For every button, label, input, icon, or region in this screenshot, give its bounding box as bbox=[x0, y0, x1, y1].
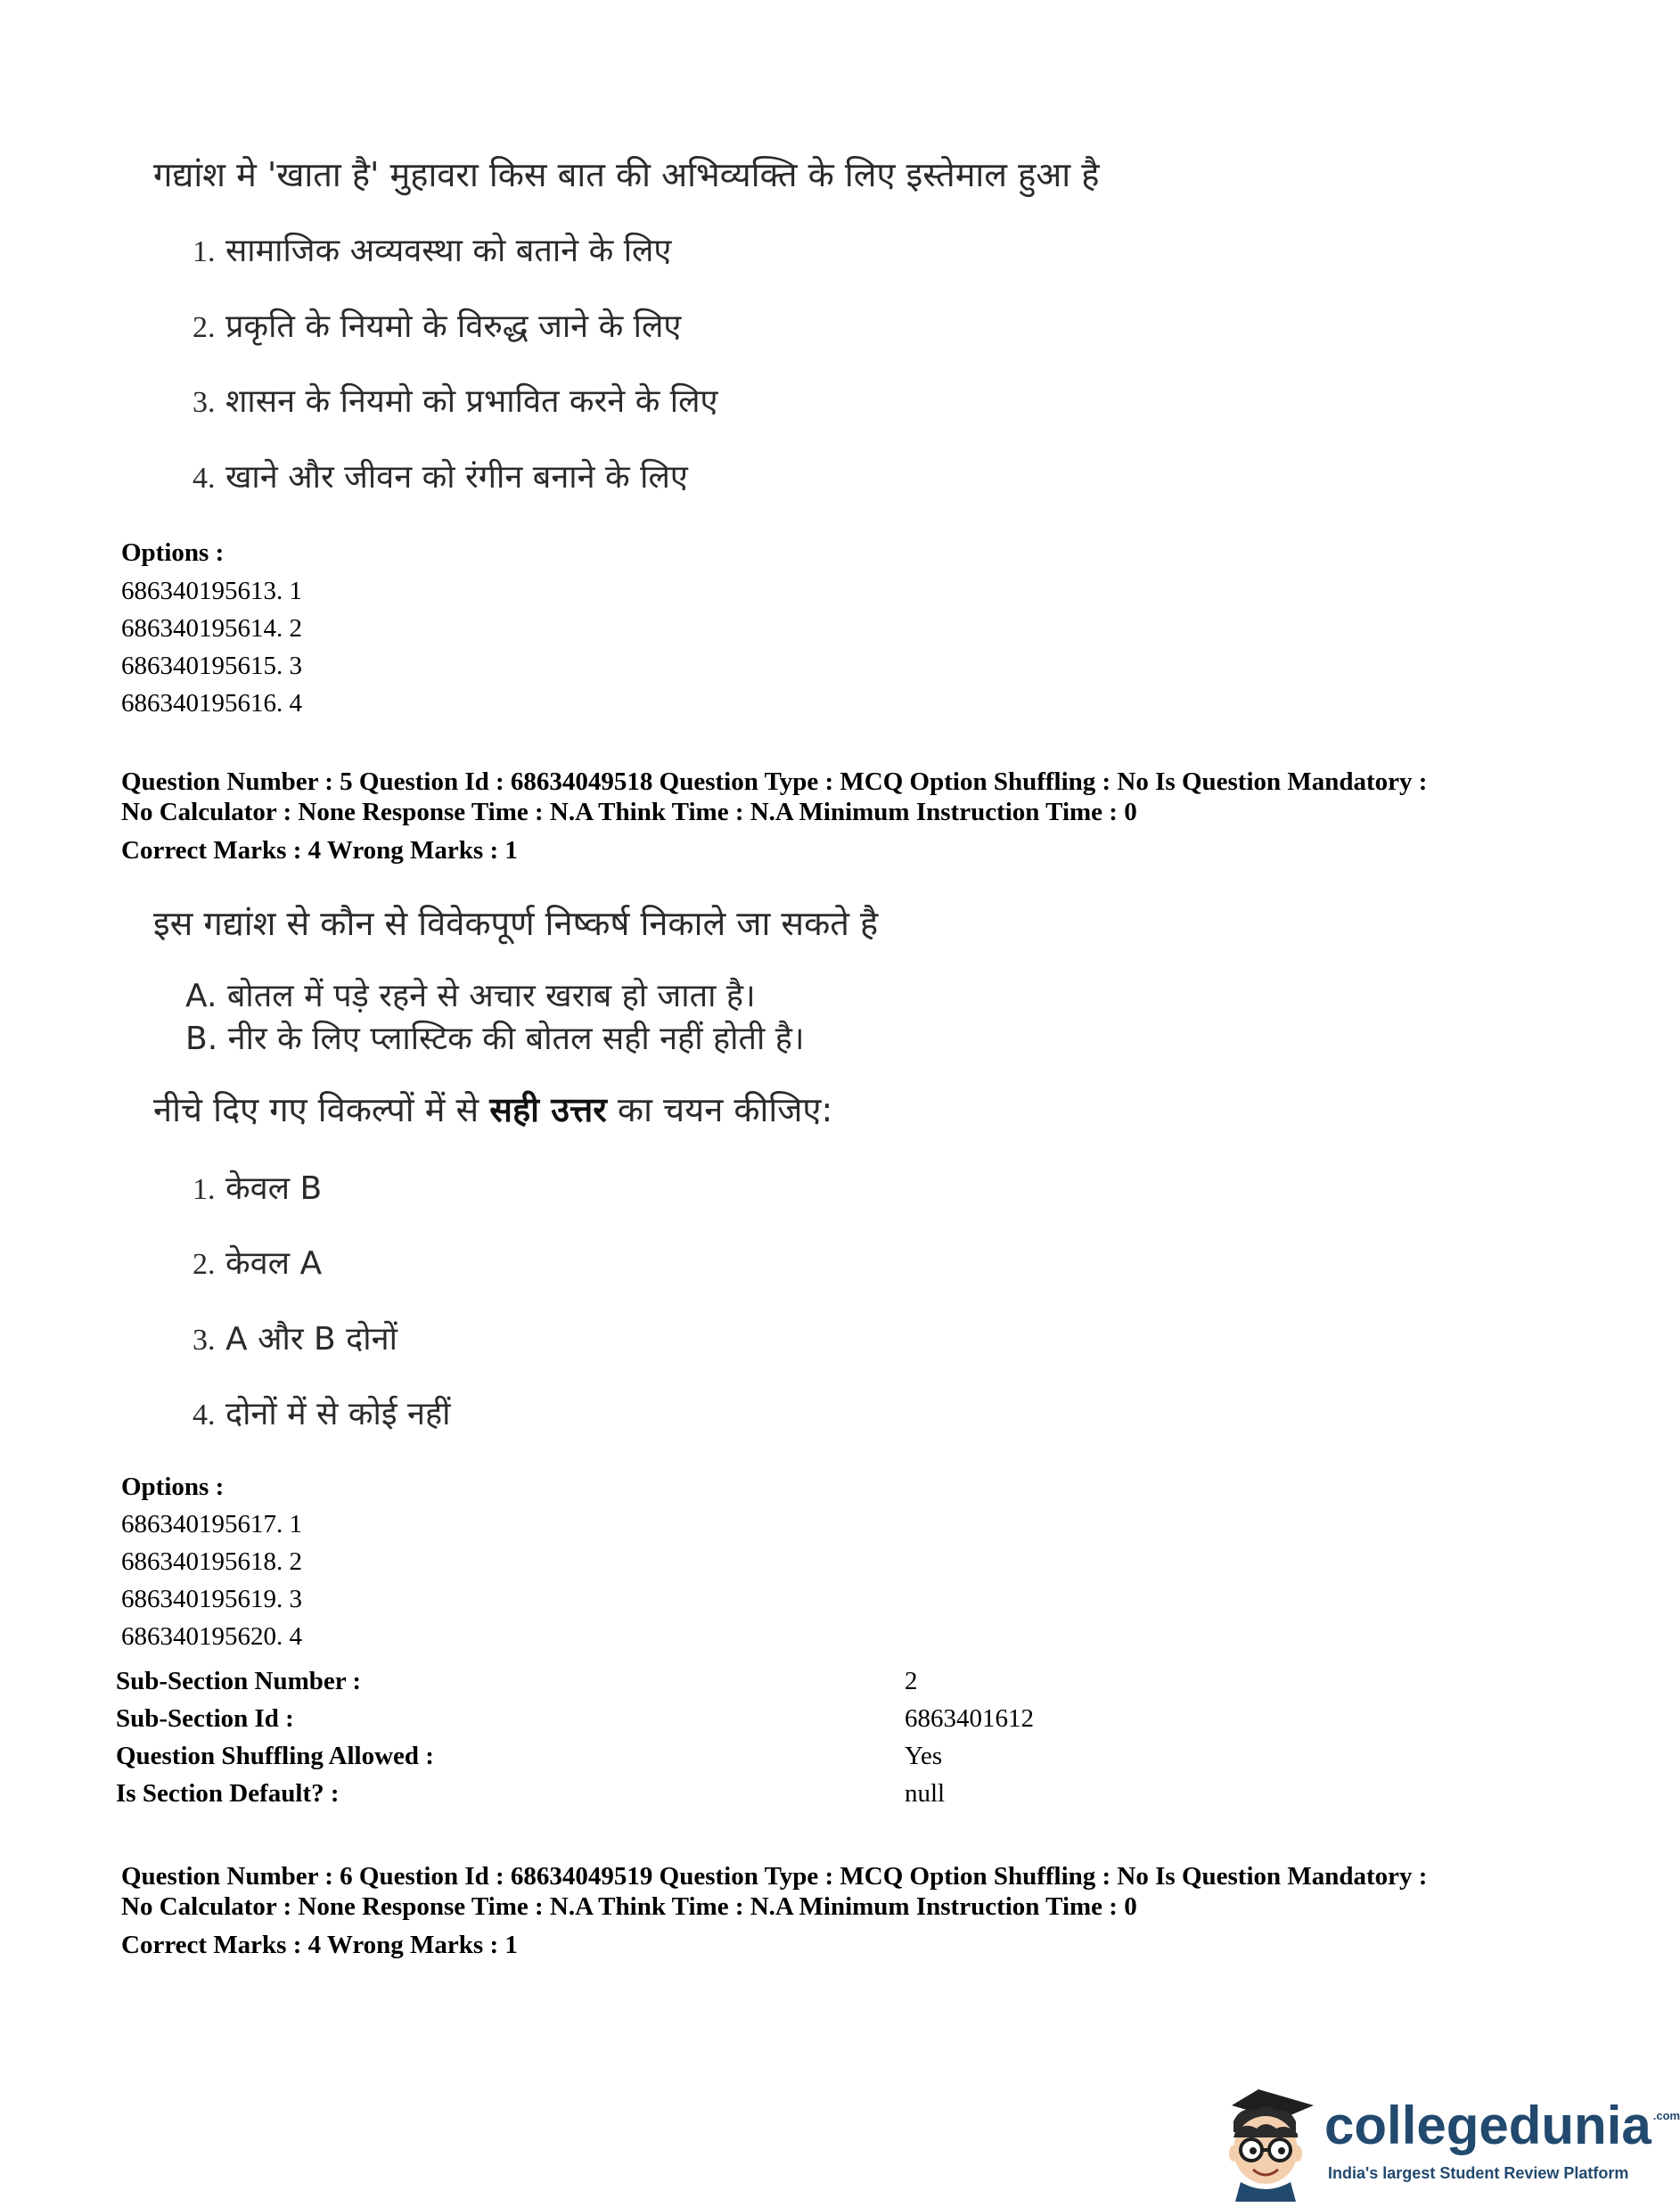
q5-instruction bbox=[153, 1090, 832, 1131]
choice-number: 3. bbox=[193, 386, 216, 419]
logo-suffix: .com bbox=[1652, 2109, 1680, 2122]
instruction-text: नीचे दिए गए विकल्पों में से bbox=[153, 1090, 490, 1129]
q4-question-text: गद्यांश मे 'खाता है' मुहावरा किस बात की अभिव्यक्ति के लिए इस्तेमाल हुआ है bbox=[153, 155, 1100, 194]
q4-option-2: 686340195614. 2 bbox=[121, 614, 302, 643]
logo-tagline: India's largest Student Review Platform bbox=[1328, 2164, 1629, 2182]
subsection-number-value: 2 bbox=[905, 1667, 918, 1695]
q5-statement-b: B. नीर के लिए प्लास्टिक की बोतल सही नहीं होती है। bbox=[185, 1021, 805, 1057]
subsection-id-value: 6863401612 bbox=[905, 1704, 1034, 1733]
q5-option-2: 686340195618. 2 bbox=[121, 1547, 302, 1576]
subsection-number-label: Sub-Section Number : bbox=[116, 1667, 361, 1695]
choice-text: दोनों में से कोई नहीं bbox=[225, 1396, 451, 1432]
choice-number: 2. bbox=[193, 311, 216, 344]
q5-choice-3 bbox=[193, 1320, 397, 1359]
section-default-value: null bbox=[905, 1779, 946, 1808]
question-shuffling-value: Yes bbox=[905, 1742, 943, 1770]
choice-number: 3. bbox=[193, 1324, 216, 1357]
q5-choice-2 bbox=[193, 1244, 322, 1284]
q5-option-4: 686340195620. 4 bbox=[121, 1622, 302, 1651]
logo-wordmark bbox=[1324, 2095, 1680, 2156]
instruction-text-end: का चयन कीजिए: bbox=[606, 1090, 833, 1129]
question-shuffling-label: Question Shuffling Allowed : bbox=[116, 1742, 434, 1770]
choice-text: प्रकृति के नियमो के विरुद्ध जाने के लिए bbox=[225, 308, 682, 345]
choice-text: खाने और जीवन को रंगीन बनाने के लिए bbox=[225, 459, 688, 496]
q6-marks: Correct Marks : 4 Wrong Marks : 1 bbox=[121, 1931, 518, 1959]
subsection-id-label: Sub-Section Id : bbox=[116, 1704, 294, 1733]
q5-option-1: 686340195617. 1 bbox=[121, 1510, 302, 1538]
collegedunia-logo bbox=[1214, 2086, 1680, 2202]
q5-meta-line-1: Question Number : 5 Question Id : 68634049518 Question Type : MCQ Option Shuffling : No Is Question Mandatory : bbox=[121, 767, 1428, 796]
q4-choice-3 bbox=[193, 382, 717, 422]
q5-option-3: 686340195619. 3 bbox=[121, 1585, 302, 1613]
mascot-icon bbox=[1214, 2086, 1330, 2202]
choice-number: 2. bbox=[193, 1248, 216, 1281]
choice-number: 1. bbox=[193, 235, 216, 268]
q5-statement-a: A. बोतल में पड़े रहने से अचार खराब हो जाता है। bbox=[185, 978, 756, 1014]
q4-choice-1 bbox=[193, 232, 671, 271]
instruction-bold-text: सही उत्तर bbox=[489, 1090, 607, 1129]
q5-question-text: इस गद्यांश से कौन से विवेकपूर्ण निष्कर्ष निकाले जा सकते है bbox=[153, 904, 879, 943]
q5-marks: Correct Marks : 4 Wrong Marks : 1 bbox=[121, 836, 518, 865]
choice-text: A और B दोनों bbox=[225, 1321, 397, 1358]
logo-name: collegedunia bbox=[1324, 2096, 1651, 2155]
q4-option-3: 686340195615. 3 bbox=[121, 652, 302, 680]
q4-option-1: 686340195613. 1 bbox=[121, 577, 302, 605]
q6-meta-line-1: Question Number : 6 Question Id : 68634049519 Question Type : MCQ Option Shuffling : No Is Question Mandatory : bbox=[121, 1862, 1428, 1891]
q4-options-title: Options : bbox=[121, 538, 225, 567]
section-default-label: Is Section Default? : bbox=[116, 1779, 340, 1808]
q4-option-4: 686340195616. 4 bbox=[121, 689, 302, 718]
choice-number: 1. bbox=[193, 1173, 216, 1206]
choice-text: शासन के नियमो को प्रभावित करने के लिए bbox=[225, 383, 718, 420]
q4-choice-2 bbox=[193, 308, 681, 347]
q5-choice-4 bbox=[193, 1395, 450, 1434]
q5-meta-line-2: No Calculator : None Response Time : N.A Think Time : N.A Minimum Instruction Time : 0 bbox=[121, 798, 1137, 826]
q5-choice-1 bbox=[193, 1169, 322, 1209]
choice-number: 4. bbox=[193, 1399, 216, 1432]
q5-options-title: Options : bbox=[121, 1473, 225, 1501]
choice-text: सामाजिक अव्यवस्था को बताने के लिए bbox=[225, 233, 672, 269]
q4-choice-4 bbox=[193, 458, 688, 497]
choice-number: 4. bbox=[193, 462, 216, 495]
q6-meta-line-2: No Calculator : None Response Time : N.A Think Time : N.A Minimum Instruction Time : 0 bbox=[121, 1892, 1137, 1921]
choice-text: केवल A bbox=[225, 1245, 323, 1282]
choice-text: केवल B bbox=[225, 1170, 323, 1207]
